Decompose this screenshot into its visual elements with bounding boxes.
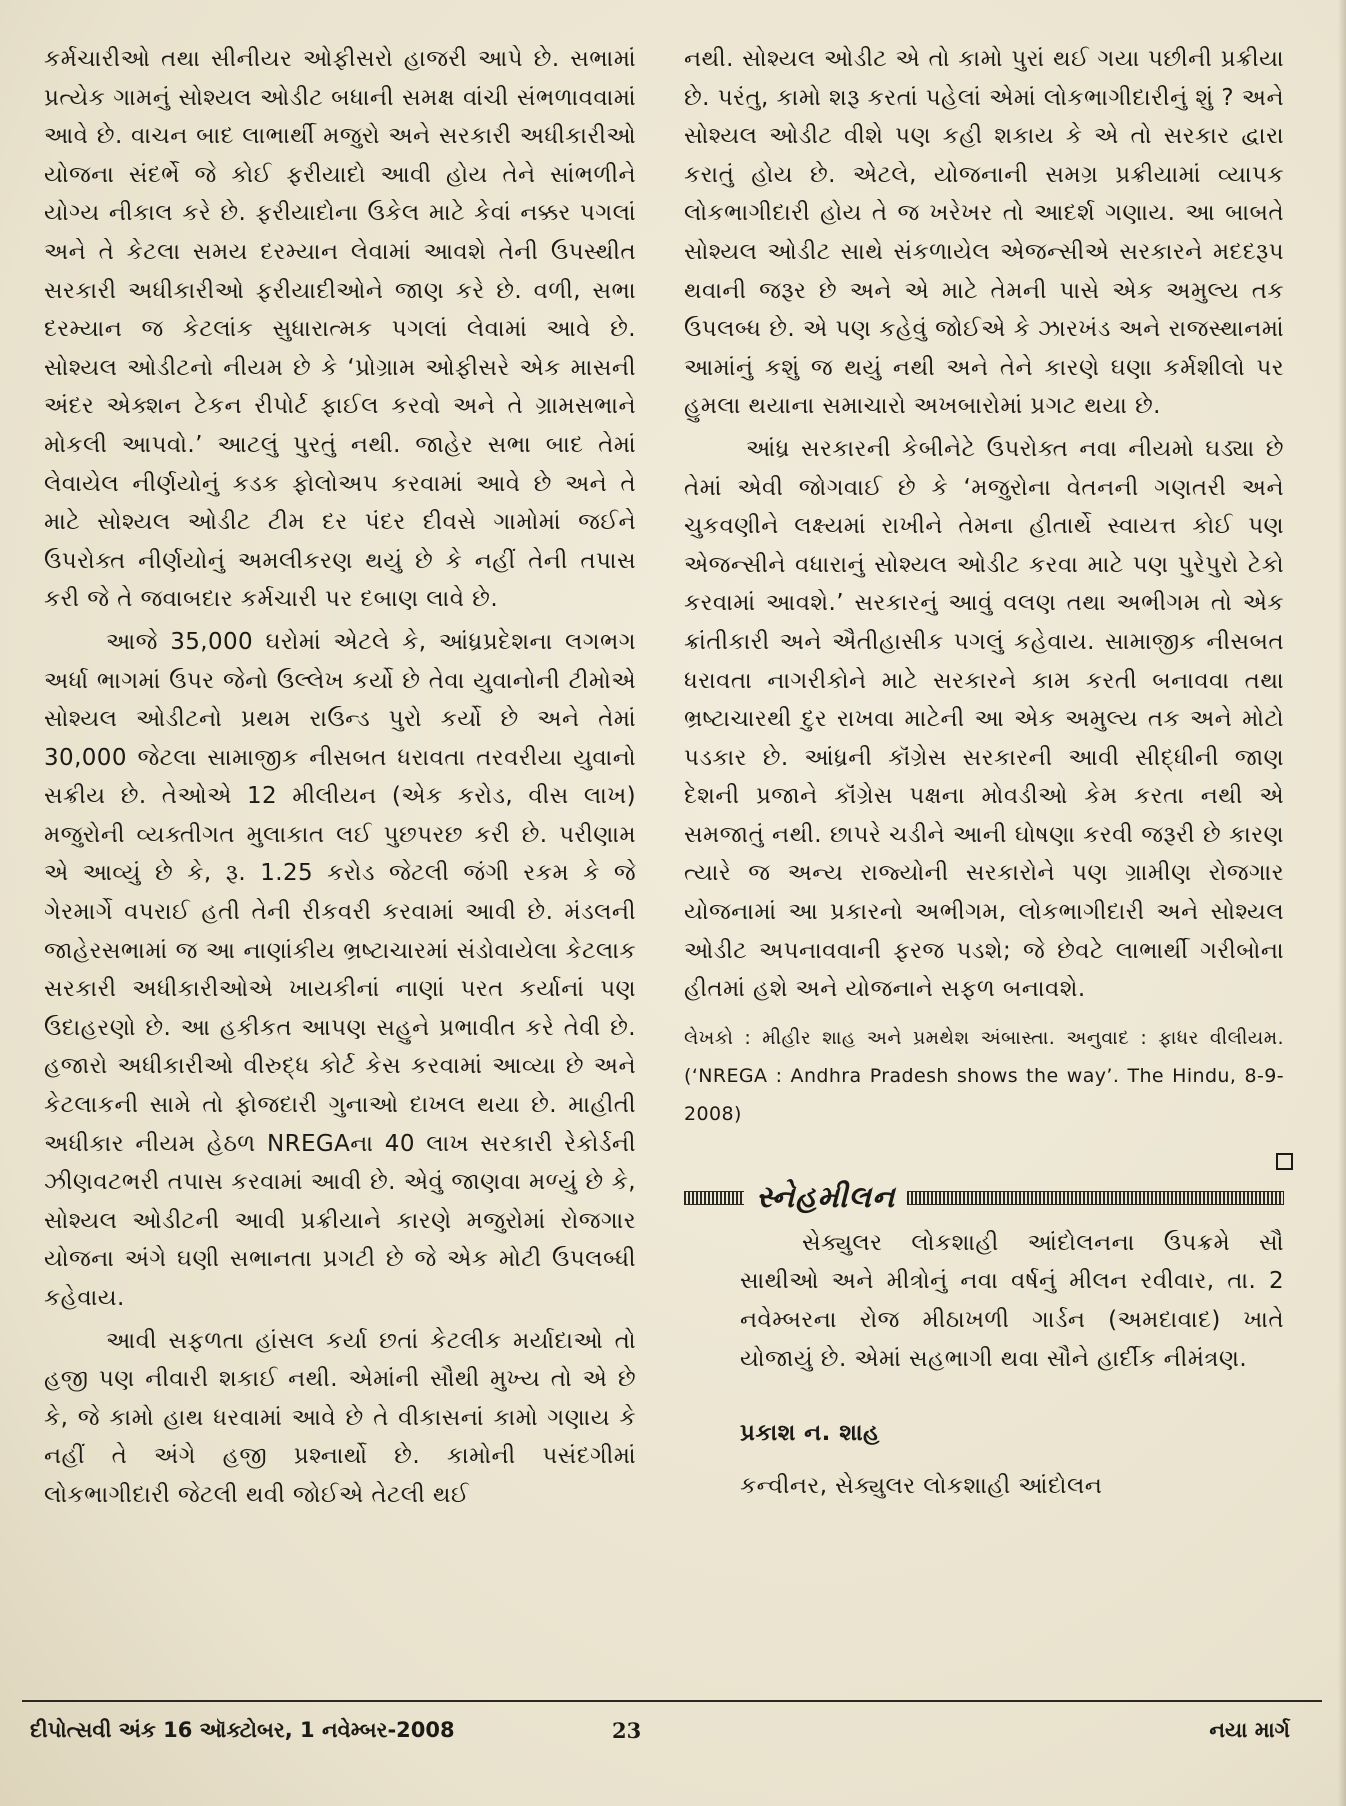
publication-name: નયા માર્ગ: [1209, 1718, 1290, 1742]
notice-block: [684, 1224, 1284, 1506]
footer-divider: [22, 1700, 1322, 1702]
notice-body: સેક્યુલર લોકશાહી આંદોલનના ઉપક્રમે સૌ સાથીઓ અને મીત્રોનું નવા વર્ષનું મીલન રવીવાર, તા. 2 નવેમ્બરના રોજ મીઠાખળી ગાર્ડન (અમદાવાદ) ખાતે યોજાયું છે. એમાં સહભાગી થવા સૌને હાર્દીક નીમંત્રણ.: [740, 1229, 1284, 1372]
footer-issue-date: દીપોત્સવી અંક 16 ઑક્ટોબર, 1 નવેમ્બર-2008: [30, 1718, 455, 1742]
notice-heading-row: [684, 1178, 1284, 1218]
page-number: 23: [612, 1718, 642, 1743]
right-paragraph-1: નથી. સોશ્યલ ઓડીટ એ તો કામો પુરાં થઈ ગયા પછીની પ્રક્રીયા છે. પરંતુ, કામો શરૂ કરતાં પહેલાં એમાં લોકભાગીદારીનું શું ? અને સોશ્યલ ઓડીટ વીશે પણ કહી શકાય કે એ તો સરકાર દ્વારા કરાતું હોય છે. એટલે, યોજનાની સમગ્ર પ્રક્રીયામાં વ્યાપક લોકભાગીદારી હોય તે જ ખરેખર તો આદર્શ ગણાય. આ બાબતે સોશ્યલ ઓડીટ સાથે સંકળાયેલ એજન્સીએ સરકારને મદદરૂપ થવાની જરૂર છે અને એ માટે તેમની પાસે એક અમુલ્ય તક ઉપલબ્ધ છે. એ પણ કહેવું જોઈએ કે ઝારખંડ અને રાજસ્થાનમાં આમાંનું કશું જ થયું નથી અને તેને કારણે ઘણા કર્મશીલો પર હુમલા થયાના સમાચારો અખબારોમાં પ્રગટ થયા છે.: [684, 46, 1284, 420]
notice-heading: સ્નેહમીલન: [756, 1179, 896, 1215]
scan-edge-shadow: [1338, 0, 1346, 1806]
left-paragraph-2: આજે 35,000 ઘરોમાં એટલે કે, આંધ્રપ્રદેશના લગભગ અર્ધા ભાગમાં ઉપર જેનો ઉલ્લેખ કર્યો છે તેવા યુવાનોની ટીમોએ સોશ્યલ ઓડીટનો પ્રથમ રાઉન્ડ પુરો કર્યો છે અને તેમાં 30,000 જેટલા સામાજીક નીસબત ધરાવતા તરવરીયા યુવાનો સક્રીય છે. તેઓએ 12 મીલીયન (એક કરોડ, વીસ લાખ) મજુરોની વ્યક્તીગત મુલાકાત લઈ પુછપરછ કરી છે. પરીણામ એ આવ્યું છે કે, રૂ. 1.25 કરોડ જેટલી જંગી રકમ કે જે ગેરમાર્ગે વપરાઈ હતી તેની રીકવરી કરવામાં આવી છે. મંડલની જાહેરસભામાં જ આ નાણાંકીય ભ્રષ્ટાચારમાં સંડોવાયેલા કેટલાક સરકારી અધીકારીઓએ ખાયકીનાં નાણાં પરત કર્યાનાં પણ ઉદાહરણો છે. આ હકીકત આપણ સહુને પ્રભાવીત કરે તેવી છે. હજારો અધીકારીઓ વીરુદ્ધ કોર્ટ કેસ કરવામાં આવ્યા છે અને કેટલાકની સામે તો ફોજદારી ગુનાઓ દાખલ થયા છે. માહીતી અધીકાર નીયમ હેઠળ NREGAના 40 લાખ સરકારી રેકોર્ડની ઝીણવટભરી તપાસ કરવામાં આવી છે. એવું જાણવા મળ્યું છે કે, સોશ્યલ ઓડીટની આવી પ્રક્રીયાને કારણે મજુરોમાં રોજગાર યોજના અંગે ઘણી સભાનતા પ્રગટી છે જે એક મોટી ઉપલબ્ધી કહેવાય.: [44, 628, 636, 1311]
right-column: [684, 40, 1284, 1505]
author-note: લેખકો : મીહીર શાહ અને પ્રમથેશ અંબાસ્તા. અનુવાદ : ફાધર વીલીયમ. (‘NREGA : Andhra Pradesh shows the way’. The Hindu, 8-9-2008): [684, 1026, 1284, 1125]
left-paragraph-1: કર્મચારીઓ તથા સીનીયર ઓફીસરો હાજરી આપે છે. સભામાં પ્રત્યેક ગામનું સોશ્યલ ઓડીટ બધાની સમક્ષ વાંચી સંભળાવવામાં આવે છે. વાચન બાદ લાભાર્થી મજુરો અને સરકારી અધીકારીઓ યોજના સંદર્ભે જે કોઈ ફરીયાદો આવી હોય તેને સાંભળીને યોગ્ય નીકાલ કરે છે. ફરીયાદોના ઉકેલ માટે કેવાં નક્કર પગલાં અને તે કેટલા સમય દરમ્યાન લેવામાં આવશે તેની ઉપસ્થીત સરકારી અધીકારીઓ ફરીયાદીઓને જાણ કરે છે. વળી, સભા દરમ્યાન જ કેટલાંક સુધારાત્મક પગલાં લેવામાં આવે છે. સોશ્યલ ઓડીટનો નીયમ છે કે ‘પ્રોગ્રામ ઓફીસરે એક માસની અંદર એક્શન ટેકન રીપોર્ટ ફાઈલ કરવો અને તે ગ્રામસભાને મોકલી આપવો.’ આટલું પુરતું નથી. જાહેર સભા બાદ તેમાં લેવાયેલ નીર્ણયોનું કડક ફોલોઅપ કરવામાં આવે છે અને તે માટે સોશ્યલ ઓડીટ ટીમ દર પંદર દીવસે ગામોમાં જઈને ઉપરોક્ત નીર્ણયોનું અમલીકરણ થયું છે કે નહીં તેની તપાસ કરી જે તે જવાબદાર કર્મચારી પર દબાણ લાવે છે.: [44, 46, 636, 613]
notice-designation: કન્વીનર, સેક્યુલર લોકશાહી આંદોલન: [740, 1472, 1103, 1499]
left-column: [44, 40, 636, 1515]
right-paragraph-2: આંધ્ર સરકારની કેબીનેટે ઉપરોક્ત નવા નીયમો ઘડ્યા છે તેમાં એવી જોગવાઈ છે કે ‘મજુરોના વેતનની ગણતરી અને ચુકવણીને લક્ષ્યમાં રાખીને તેમના હીતાર્થે સ્વાયત્ત કોઈ પણ એજન્સીને વધારાનું સોશ્યલ ઓડીટ કરવા માટે પણ પુરેપુરો ટેકો કરવામાં આવશે.’ સરકારનું આવું વલણ તથા અભીગમ તો એક ક્રાંતીકારી અને ઐતીહાસીક પગલું કહેવાય. સામાજીક નીસબત ધરાવતા નાગરીકોને માટે સરકારને કામ કરતી બનાવવા તથા ભ્રષ્ટાચારથી દુર રાખવા માટેની આ એક અમુલ્ય તક અને મોટો પડકાર છે. આંધ્રની કૉંગ્રેસ સરકારની આવી સીદ્ધીની જાણ દેશની પ્રજાને કૉંગ્રેસ પક્ષના મોવડીઓ કેમ કરતા નથી એ સમજાતું નથી. છાપરે ચડીને આની ઘોષણા કરવી જરૂરી છે કારણ ત્યારે જ અન્ય રાજ્યોની સરકારોને પણ ગ્રામીણ રોજગાર યોજનામાં આ પ્રકારનો અભીગમ, લોકભાગીદારી અને સોશ્યલ ઓડીટ અપનાવવાની ફરજ પડશે; જે છેવટે લાભાર્થી ગરીબોના હીતમાં હશે અને યોજનાને સફળ બનાવશે.: [684, 435, 1284, 1003]
notice-signature: પ્રકાશ ન. શાહ: [740, 1420, 880, 1447]
decorative-rule-right: [907, 1191, 1284, 1205]
decorative-rule-left: [684, 1191, 744, 1205]
end-of-article-box-icon: [1276, 1153, 1293, 1170]
left-paragraph-3: આવી સફળતા હાંસલ કર્યા છતાં કેટલીક મર્યાદાઓ તો હજી પણ નીવારી શકાઈ નથી. એમાંની સૌથી મુખ્ય તો એ છે કે, જે કામો હાથ ધરવામાં આવે છે તે વીકાસનાં કામો ગણાય કે નહીં તે અંગે હજી પ્રશ્નાર્થો છે. કામોની પસંદગીમાં લોકભાગીદારી જેટલી થવી જોઈએ તેટલી થઈ: [44, 1327, 636, 1508]
